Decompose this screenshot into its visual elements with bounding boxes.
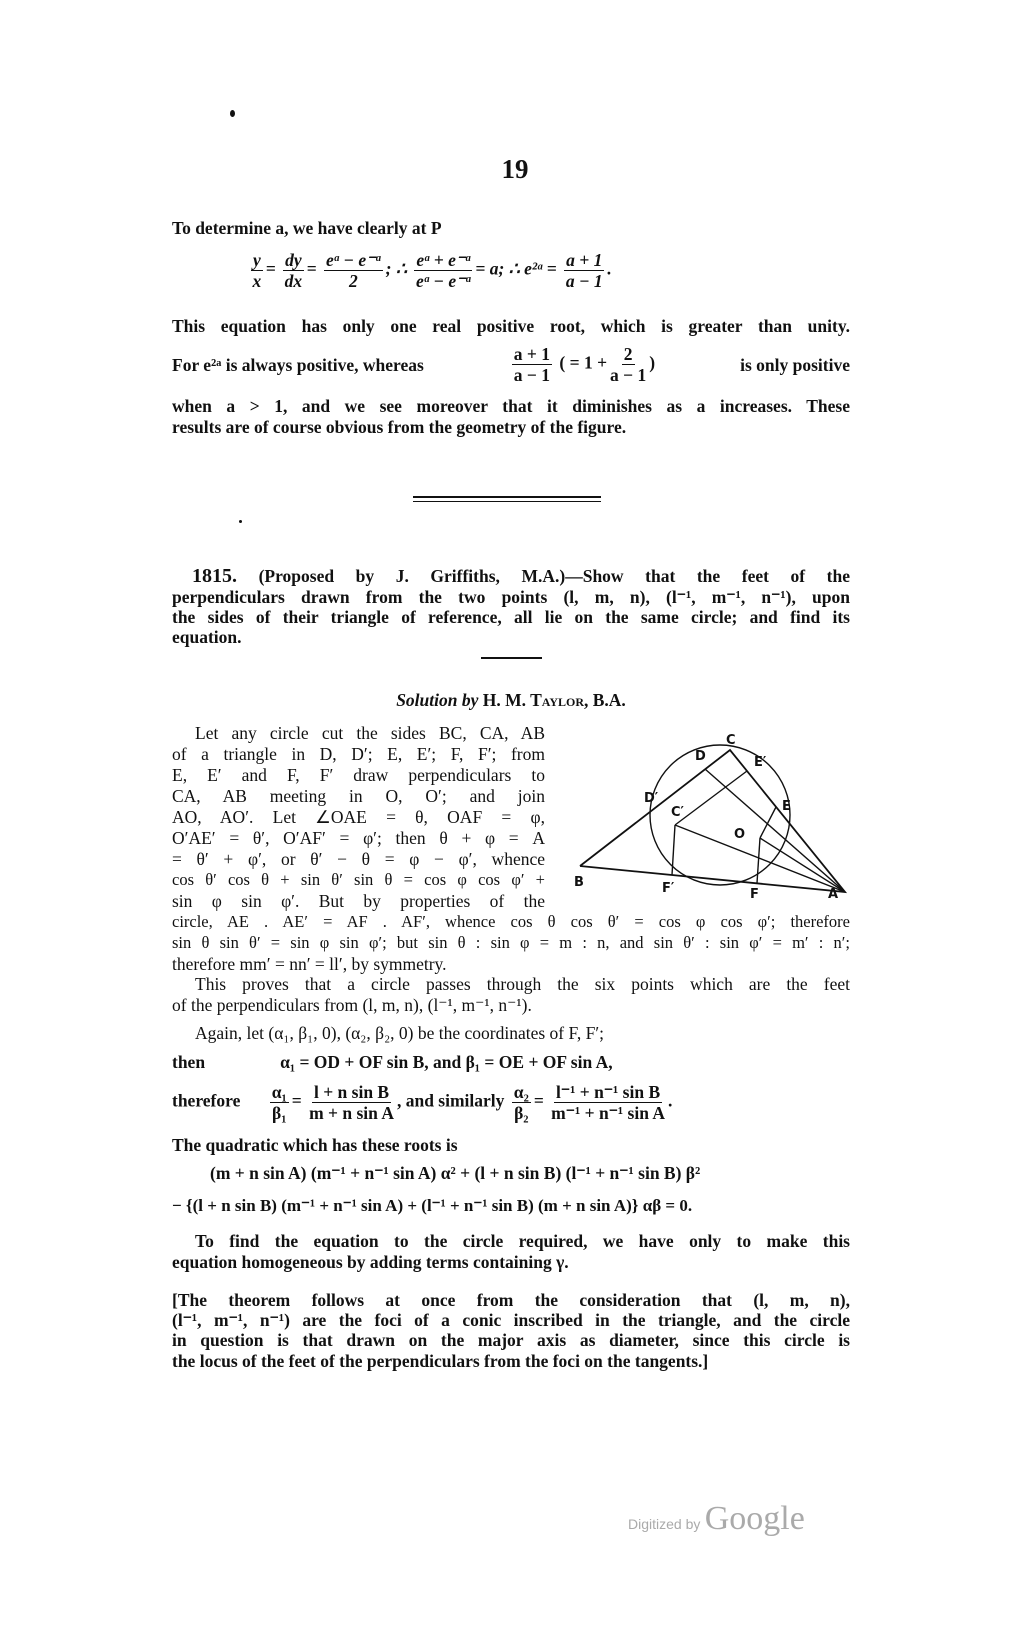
- perp-o-f: [757, 838, 760, 883]
- text-line: when a > 1, and we see moreover that it diminishes as a increases. These: [172, 396, 850, 416]
- perp-o1-e1: [675, 771, 747, 825]
- label-e: E: [782, 799, 791, 814]
- solution-line: circle, AE . AE′ = AF . AF′, whence cos θ cos θ′ = cos φ cos φ′; therefore: [172, 912, 850, 931]
- short-divider: [481, 657, 542, 659]
- solution-line: of the perpendiculars from (l, m, n), (l⁻¹, m⁻¹, n⁻¹).: [172, 995, 532, 1015]
- ink-speck: [230, 110, 235, 117]
- solution-line: = θ′ + φ′, or θ′ − θ = φ − φ′, whence: [172, 849, 545, 869]
- line-d: [705, 769, 845, 892]
- solution-line: Let any circle cut the sides BC, CA, AB: [195, 723, 545, 743]
- text-line: This equation has only one real positive root, which is greater than unity.: [172, 316, 850, 336]
- label-f1: F′: [662, 881, 675, 896]
- intro-text: To determine a, we have clearly at P: [172, 218, 442, 238]
- note-line: in question is that drawn on the major axis as diameter, since this circle is: [172, 1330, 850, 1350]
- solution-line: cos θ′ cos θ + sin θ′ sin θ = cos φ cos φ′ +: [172, 870, 545, 889]
- label-c1: C′: [671, 805, 684, 820]
- label-e1: E′: [754, 755, 767, 770]
- solution-line: sin φ sin φ′. But by properties of the: [172, 891, 545, 911]
- label-d: D: [695, 749, 706, 764]
- note-line: the locus of the feet of the perpendiculars from the foci on the tangents.]: [172, 1351, 709, 1371]
- question-line: equation.: [172, 627, 242, 647]
- quadratic-line-1: (m + n sin A) (m⁻¹ + n⁻¹ sin A) α² + (l + n sin B) (l⁻¹ + n⁻¹ sin B) β²: [210, 1163, 701, 1183]
- label-c: C: [726, 733, 736, 748]
- equation-alpha: $\frac{y}{x}$ = $\frac{dy}{dx}$ = $\frac{\text{eᵃ − e⁻ᵃ}}{2}$ ; ∴ $\frac{\text{eᵃ + e⁻ᵃ}}{\text{eᵃ − e⁻ᵃ}}$ = a; ∴ e²ᵃ = $\frac{a + 1}{a - 1}$ .: [252, 250, 612, 291]
- solution-line: Again, let (α₁, β₁, 0), (α₂, β₂, 0) be the coordinates of F, F′;: [195, 1023, 605, 1043]
- solution-line: This proves that a circle passes through the six points which are the feet: [195, 974, 850, 994]
- label-a: A: [828, 887, 839, 902]
- question-line: 1815. (Proposed by J. Griffiths, M.A.)—Show that the feet of the: [192, 565, 850, 587]
- watermark: Digitized by Google: [628, 1500, 805, 1537]
- note-line: (l⁻¹, m⁻¹, n⁻¹) are the foci of a conic inscribed in the triangle, and the circle: [172, 1310, 850, 1330]
- section-divider: [413, 496, 601, 498]
- solution-line: of a triangle in D, D′; E, E′; F, F′; from: [172, 744, 545, 764]
- solution-line: E, E′ and F, F′ draw perpendiculars to: [172, 765, 545, 785]
- solution-line: To find the equation to the circle required, we have only to make this: [195, 1231, 850, 1251]
- solution-line: therefore mm′ = nn′ = ll′, by symmetry.: [172, 954, 447, 974]
- line-ao: [760, 838, 845, 892]
- solution-heading: Solution by H. M. Taylor, B.A.: [396, 690, 626, 710]
- solution-line: The quadratic which has these roots is: [172, 1135, 458, 1155]
- solution-line: O′AE′ = θ′, O′AF′ = φ′; then θ + φ = A: [172, 828, 545, 848]
- label-o: O: [734, 827, 746, 842]
- label-b: B: [574, 875, 584, 890]
- geometry-figure: [570, 730, 860, 905]
- question-line: perpendiculars drawn from the two points (l, m, n), (l⁻¹, m⁻¹, n⁻¹), upon: [172, 587, 850, 607]
- text-line: results are of course obvious from the geometry of the figure.: [172, 417, 627, 437]
- question-line: the sides of their triangle of reference, all lie on the same circle; and find its: [172, 607, 850, 627]
- solution-line: sin θ sin θ′ = sin φ sin φ′; but sin θ : sin φ = m : n, and sin θ′ : sin φ′ = m′ : n′;: [172, 933, 850, 952]
- text-line-fraction: For e²ᵃ is always positive, whereas $\frac{a + 1}{a - 1}$ ( = 1 + $\frac{2}{a - 1}$ ) is only positive: [172, 344, 850, 385]
- note-line: [The theorem follows at once from the consideration that (l, m, n),: [172, 1290, 850, 1310]
- solution-line: AO, AO′. Let ∠OAE = θ, OAF = φ,: [172, 807, 545, 827]
- ink-speck: [239, 520, 242, 523]
- perp-o-e: [760, 807, 776, 838]
- label-d1: D′: [644, 791, 659, 806]
- ratio-equation: therefore $\frac{\text{α₁}}{\text{β₁}}$ = $\frac{\text{l + n sin B}}{\text{m + n sin A}}$ , and similarly $\frac{\text{α₂}}{\text{β₂}}$ = $\frac{\text{l⁻¹ + n⁻¹ sin B}}{\text{m⁻¹ + n⁻¹ sin A}}$ .: [172, 1082, 673, 1123]
- quadratic-line-2: − {(l + n sin B) (m⁻¹ + n⁻¹ sin A) + (l⁻¹ + n⁻¹ sin B) (m + n sin A)} αβ = 0.: [172, 1196, 693, 1215]
- page-number: 19: [501, 154, 529, 184]
- label-f: F: [750, 887, 759, 902]
- section-divider: [413, 501, 601, 502]
- triangle-abc: [580, 750, 845, 892]
- then-line: then α₁ = OD + OF sin B, and β₁ = OE + OF sin A,: [172, 1052, 613, 1072]
- solution-line: equation homogeneous by adding terms containing γ.: [172, 1252, 569, 1272]
- solution-line: CA, AB meeting in O, O′; and join: [172, 786, 545, 806]
